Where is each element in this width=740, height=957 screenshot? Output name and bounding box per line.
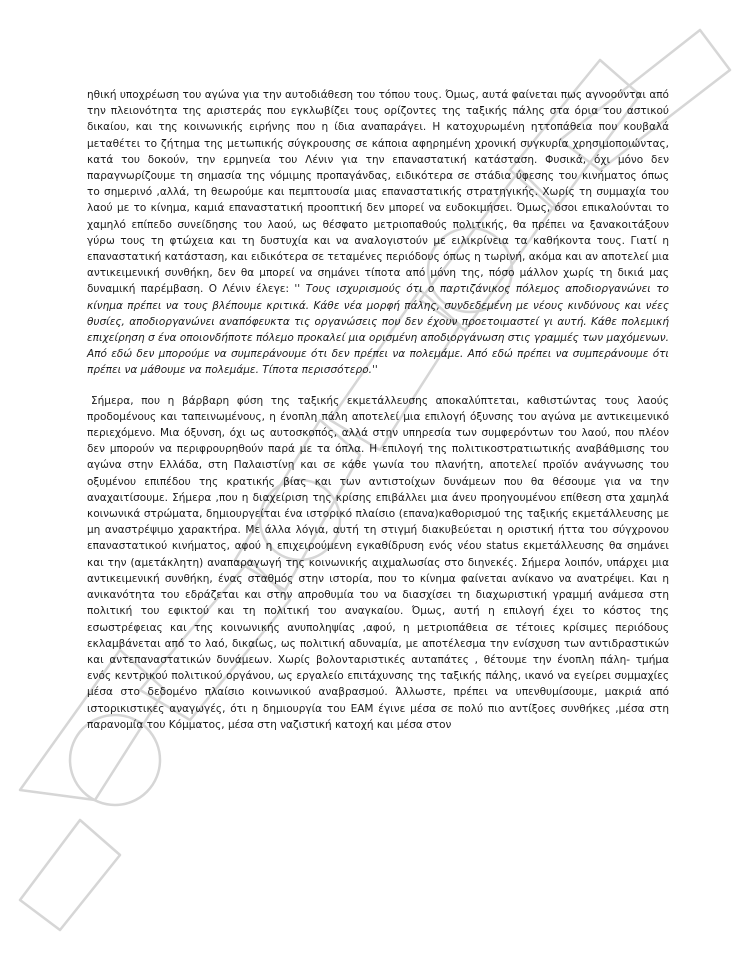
paragraph-2: Σήμερα, που η βάρβαρη φύση της ταξικής εκμετάλλευσης αποκαλύπτεται, καθιστώντας τους λαούς προδομένους και ταπεινωμένους, η ένοπλη πάλη αποτελεί μια επιλογή όξυνσης του αγώνα με αντικειμενικό περιεχόμενο. Μια όξυνση, όχι ως αυτοσκοπός, αλλά στην υπηρεσία των συμφερόντων του λαού, που πλέον δεν μπορούν να περιφρουρηθούν παρά με τα όπλα. Η επιλογή της πολιτικοστρατιωτικής αναβάθμισης του αγώνα στην Ελλάδα, στη Παλαιστίνη και σε κάθε γωνία του πλανήτη, αποτελεί προϊόν ανάγνωσης του οξυμένου επιπέδου της κρατικής βίας και των αντιστοίχων δυνάμεων που θα θέσουμε για να την αναχαιτίσουμε. Σήμερα ,που η διαχείριση της κρίσης επιβάλλει μια άνευ προηγουμένου επίθεση στα χαμηλά κοινωνικά στρώματα, δημιουργείται ένα ιστορικό πλαίσιο (επανα)καθορισμού της ταξικής εκμετάλλευσης με μη αναστρέψιμο χαρακτήρα. Με άλλα λόγια, αυτή τη στιγμή διακυβεύεται η οριστική ήττα του σύγχρονου επαναστατικού κινήματος, αφού η επιχειρούμενη εγκαθίδρυση ενός νέου status εκμετάλλευσης θα σημάνει και την (αμετάκλητη) αναπαραγωγή της κοινωνικής αιχμαλωσίας στο διηνεκές. Σήμερα λοιπόν, υπάρχει μια αντικειμενική συνθήκη, ένας σταθμός στην ιστορία, που το κίνημα φαίνεται ανίκανο να ανατρέψει. Και η ανικανότητα του εδράζεται και στην απροθυμία του να διασχίσει τη διαχωριστική γραμμή ανάμεσα στη πολιτική του εφικτού και τη πολιτική του αναγκαίου. Όμως, αυτή η επιλογή έχει το κόστος της εσωστρέφειας και της κοινωνικής ανυποληψίας ,αφού, η μετριοπάθεια σε τέτοιες κρίσιμες περιόδους εκλαμβάνεται από το λαό, δικαίως, ως πολιτική αδυναμία, με αποτέλεσμα την ενίσχυση των αντιδραστικών και αντεπαναστατικών δυνάμεων. Χωρίς βολονταριστικές αυταπάτες , θέτουμε την ένοπλη πάλη- τμήμα ενός κεντρικού πολιτικού οργάνου, ως εργαλείο επιτάχυνσης της ταξικής πάλης, ικανό να εγείρει συμμαχίες μέσα στο δεδομένο πλαίσιο κοινωνικού αναβρασμού. Άλλωστε, πρέπει να υπενθυμίσουμε, μακριά από ιστορικιστικες αναγωγές, ότι η δημιουργία του ΕΑΜ έγινε μέσα σε πολύ πιο αντίξοες συνθήκες ,μέσα στη παρανομία του Κόμματος, μέσα στη ναζιστική κατοχή και μέσα στον bbox=[87, 394, 669, 731]
document-body bbox=[87, 87, 669, 733]
lenin-quote: '' Τους ισχυρισμούς ότι ο παρτιζάνικος πόλεμος αποδιοργανώνει το κίνημα πρέπει να τους βλέπουμε κριτικά. Κάθε νέα μορφή πάλης, συνδεδεμένη με νέους κινδύνους και νέες θυσίες, αποδιοργανώνει αναπόφευκτα τις οργανώσεις που δεν έχουν προετοιμαστεί γι αυτή. Κάθε πολεμική επιχείρηση σ ένα οποιονδήποτε πόλεμο προκαλεί μια ορισμένη αποδιοργάνωση στις γραμμές των μαχόμενων. Από εδώ δεν μπορούμε να συμπεράνουμε ότι δεν πρέπει να πολεμάμε. Από εδώ πρέπει να συμπεράνουμε ότι πρέπει να μάθουμε να πολεμάμε. Τίποτα περισσότερο.'' bbox=[87, 283, 669, 377]
paragraph-1 bbox=[87, 87, 669, 379]
paragraph-1-text: ηθική υποχρέωση του αγώνα για την αυτοδιάθεση του τόπου τους. Όμως, αυτά φαίνεται πως αγνοούνται από την πλειονότητα της αριστεράς που εγκλωβίζει τους ορίζοντες της ταξικής πάλης στα όρια του αστικού δικαίου, και της κοινωνικής ειρήνης που η ίδια αναπαράγει. Η κατοχυρωμένη ηττοπάθεια που κουβαλά μεταθέτει το ζήτημα της μετωπικής σύγκρουσης σε κάποια αφηρημένη χρονική συγκυρία χρησιμοποιώντας, κατά του δοκούν, την ερμηνεία του Λένιν για την επαναστατική κατάσταση. Φυσικά, όχι μόνο δεν παραγνωρίζουμε τη σημασία της νόμιμης προπαγάνδας, ειδικότερα σε στάδια ύφεσης του κινήματος όπως το σημερινό ,αλλά, τη θεωρούμε και πεμπτουσία μιας επαναστατικής στρατηγικής. Χωρίς τη συμμαχία του λαού με το κίνημα, καμιά επαναστατική προοπτική δεν μπορεί να ευδοκιμήσει. Όμως, όσοι επικαλούνται το χαμηλό επίπεδο συνείδησης του λαού, ως θέσφατο μετριοπαθούς πολιτικής, θα πρέπει να ξανακοιτάξουν γύρω τους τη φτώχεια και τη δυστυχία και να αναλογιστούν με ειλικρίνεια τα καθήκοντα τους. Γιατί η επαναστατική κατάσταση, και ειδικότερα σε τεταμένες περιόδους όπως η τωρινή, ακόμα και αν αποτελεί μια αντικειμενική συνθήκη, δεν θα μπορεί να σημάνει τίποτα από μόνη της, πόσο μάλλον χωρίς τη δικιά μας δυναμική παρέμβαση. Ο Λένιν έλεγε: bbox=[87, 89, 669, 296]
